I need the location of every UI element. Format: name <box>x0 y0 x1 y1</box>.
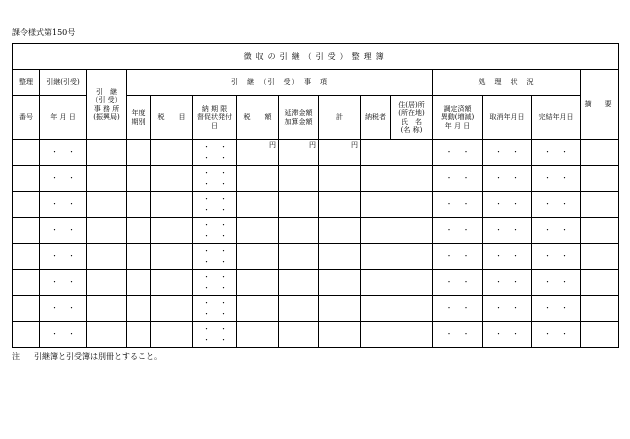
header-seiri: 整理 <box>13 70 40 96</box>
cell-nozeisha[interactable] <box>361 218 433 244</box>
header-zeimoku: 税 目 <box>151 96 193 140</box>
cell-zeimoku[interactable] <box>151 270 193 296</box>
header-row-1 <box>13 70 619 96</box>
cell-tekiyo[interactable] <box>581 218 619 244</box>
ledger-row <box>13 218 619 244</box>
cell-jimusho[interactable] <box>87 218 127 244</box>
ledger-row <box>13 270 619 296</box>
cell-nokigen-dates[interactable]: ・・ ・・ <box>193 218 237 244</box>
cell-kanketsu-date[interactable]: ・・ <box>532 270 581 296</box>
header-hikitsugi-jiko: 引 継 （引 受） 事 項 <box>127 70 433 96</box>
header-zeigaku: 税 額 <box>237 96 279 140</box>
ledger-title: 徴収の引継（引受）整理簿 <box>13 44 619 70</box>
cell-kanketsu-date[interactable]: ・・ <box>532 296 581 322</box>
cell-tekiyo[interactable] <box>581 270 619 296</box>
cell-zeigaku[interactable] <box>237 270 279 296</box>
cell-kanketsu-date[interactable]: ・・ <box>532 218 581 244</box>
cell-jimusho[interactable] <box>87 192 127 218</box>
ledger-row <box>13 296 619 322</box>
cell-nendo-kibetsu[interactable] <box>127 192 151 218</box>
cell-zeigaku[interactable] <box>237 322 279 348</box>
cell-jimusho[interactable] <box>87 244 127 270</box>
cell-kanketsu-date[interactable]: ・・ <box>532 244 581 270</box>
cell-nendo-kibetsu[interactable] <box>127 244 151 270</box>
cell-kei[interactable] <box>319 192 361 218</box>
cell-tekiyo[interactable] <box>581 322 619 348</box>
cell-torikeshi-date[interactable]: ・・ <box>483 166 532 192</box>
cell-kei[interactable] <box>319 218 361 244</box>
cell-nendo-kibetsu[interactable] <box>127 140 151 166</box>
cell-kei[interactable] <box>319 166 361 192</box>
cell-nozeisha[interactable] <box>361 140 433 166</box>
cell-chotei-date[interactable]: ・・ <box>433 166 483 192</box>
cell-nendo-kibetsu[interactable] <box>127 322 151 348</box>
cell-zeigaku[interactable] <box>237 244 279 270</box>
cell-hikitsugi-date[interactable]: ・・ <box>40 218 87 244</box>
cell-hikitsugi-date[interactable]: ・・ <box>40 166 87 192</box>
header-kei: 計 <box>319 96 361 140</box>
cell-nendo-kibetsu[interactable] <box>127 166 151 192</box>
cell-seiri-bango[interactable] <box>13 322 40 348</box>
header-jusho: 住(居)所 (所在地) 氏 名 (名 称) <box>391 96 433 140</box>
cell-kei[interactable] <box>319 322 361 348</box>
ledger-table <box>12 43 619 348</box>
cell-kei[interactable] <box>319 296 361 322</box>
cell-zeigaku[interactable] <box>237 218 279 244</box>
cell-torikeshi-date[interactable]: ・・ <box>483 244 532 270</box>
cell-zeigaku[interactable] <box>237 296 279 322</box>
cell-nokigen-dates[interactable]: ・・ ・・ <box>193 270 237 296</box>
cell-torikeshi-date[interactable]: ・・ <box>483 296 532 322</box>
cell-nozeisha[interactable] <box>361 166 433 192</box>
cell-torikeshi-date[interactable]: ・・ <box>483 140 532 166</box>
cell-hikitsugi-date[interactable]: ・・ <box>40 192 87 218</box>
header-nengappi: 年 月 日 <box>40 96 87 140</box>
cell-nokigen-dates[interactable]: ・・ ・・ <box>193 192 237 218</box>
cell-torikeshi-date[interactable]: ・・ <box>483 192 532 218</box>
cell-hikitsugi-date[interactable]: ・・ <box>40 296 87 322</box>
cell-nozeisha[interactable] <box>361 322 433 348</box>
cell-chotei-date[interactable]: ・・ <box>433 296 483 322</box>
header-nendo-kibetsu: 年度 期別 <box>127 96 151 140</box>
cell-entai[interactable] <box>279 322 319 348</box>
title-row <box>13 44 619 70</box>
ledger-row <box>13 140 619 166</box>
header-chotei: 調定済額 異動(増減) 年 月 日 <box>433 96 483 140</box>
cell-entai[interactable]: 円 <box>279 140 319 166</box>
cell-kei[interactable]: 円 <box>319 140 361 166</box>
cell-kei[interactable] <box>319 270 361 296</box>
cell-nokigen-dates[interactable]: ・・ ・・ <box>193 166 237 192</box>
cell-seiri-bango[interactable] <box>13 218 40 244</box>
cell-jimusho[interactable] <box>87 296 127 322</box>
cell-tekiyo[interactable] <box>581 166 619 192</box>
cell-kanketsu-date[interactable]: ・・ <box>532 140 581 166</box>
cell-chotei-date[interactable]: ・・ <box>433 244 483 270</box>
ledger-row <box>13 244 619 270</box>
footnote-label: 注 <box>12 352 20 361</box>
cell-nendo-kibetsu[interactable] <box>127 270 151 296</box>
cell-chotei-date[interactable]: ・・ <box>433 192 483 218</box>
cell-tekiyo[interactable] <box>581 244 619 270</box>
cell-hikitsugi-date[interactable]: ・・ <box>40 322 87 348</box>
cell-zeimoku[interactable] <box>151 296 193 322</box>
cell-torikeshi-date[interactable]: ・・ <box>483 322 532 348</box>
header-bango: 番号 <box>13 96 40 140</box>
cell-nokigen-dates[interactable]: ・・ ・・ <box>193 296 237 322</box>
cell-tekiyo[interactable] <box>581 140 619 166</box>
cell-entai[interactable] <box>279 270 319 296</box>
cell-zeigaku[interactable] <box>237 192 279 218</box>
cell-zeigaku[interactable]: 円 <box>237 140 279 166</box>
cell-jimusho[interactable] <box>87 166 127 192</box>
header-entai: 延滞金額 加算金額 <box>279 96 319 140</box>
cell-nokigen-dates[interactable]: ・・ ・・ <box>193 322 237 348</box>
cell-kanketsu-date[interactable]: ・・ <box>532 166 581 192</box>
cell-entai[interactable] <box>279 296 319 322</box>
cell-jimusho[interactable] <box>87 322 127 348</box>
cell-chotei-date[interactable]: ・・ <box>433 140 483 166</box>
footnote <box>12 351 162 362</box>
cell-zeimoku[interactable] <box>151 218 193 244</box>
cell-jimusho[interactable] <box>87 270 127 296</box>
cell-zeigaku[interactable] <box>237 166 279 192</box>
cell-nozeisha[interactable] <box>361 192 433 218</box>
cell-nokigen-dates[interactable]: ・・ ・・ <box>193 140 237 166</box>
cell-torikeshi-date[interactable]: ・・ <box>483 270 532 296</box>
cell-seiri-bango[interactable] <box>13 166 40 192</box>
cell-zeimoku[interactable] <box>151 166 193 192</box>
form-number: 課令様式第150号 <box>12 28 76 37</box>
cell-zeimoku[interactable] <box>151 140 193 166</box>
header-nokigen: 納 期 限 督促状発付 日 <box>193 96 237 140</box>
cell-torikeshi-date[interactable]: ・・ <box>483 218 532 244</box>
cell-entai[interactable] <box>279 218 319 244</box>
cell-seiri-bango[interactable] <box>13 296 40 322</box>
cell-hikitsugi-date[interactable]: ・・ <box>40 140 87 166</box>
cell-entai[interactable] <box>279 166 319 192</box>
cell-zeimoku[interactable] <box>151 192 193 218</box>
cell-entai[interactable] <box>279 244 319 270</box>
ledger-row <box>13 192 619 218</box>
cell-nozeisha[interactable] <box>361 244 433 270</box>
cell-seiri-bango[interactable] <box>13 140 40 166</box>
header-torikeshi: 取消年月日 <box>483 96 532 140</box>
cell-kei[interactable] <box>319 244 361 270</box>
header-tekiyo: 摘 要 <box>581 70 619 140</box>
cell-hikitsugi-date[interactable]: ・・ <box>40 244 87 270</box>
header-kanketsu: 完結年月日 <box>532 96 581 140</box>
cell-hikitsugi-date[interactable]: ・・ <box>40 270 87 296</box>
header-jimusho: 引 継 （引 受） 事 務 所 (振興局) <box>87 70 127 140</box>
cell-kanketsu-date[interactable]: ・・ <box>532 192 581 218</box>
cell-nokigen-dates[interactable]: ・・ ・・ <box>193 244 237 270</box>
cell-kanketsu-date[interactable]: ・・ <box>532 322 581 348</box>
cell-chotei-date[interactable]: ・・ <box>433 270 483 296</box>
cell-jimusho[interactable] <box>87 140 127 166</box>
cell-zeimoku[interactable] <box>151 322 193 348</box>
cell-seiri-bango[interactable] <box>13 192 40 218</box>
cell-seiri-bango[interactable] <box>13 244 40 270</box>
cell-nendo-kibetsu[interactable] <box>127 296 151 322</box>
header-nozeisha: 納税者 <box>361 96 391 140</box>
cell-entai[interactable] <box>279 192 319 218</box>
header-shori-jokyo: 処 理 状 況 <box>433 70 581 96</box>
cell-tekiyo[interactable] <box>581 192 619 218</box>
cell-chotei-date[interactable]: ・・ <box>433 218 483 244</box>
header-hikitsugi: 引継(引受) <box>40 70 87 96</box>
cell-zeimoku[interactable] <box>151 244 193 270</box>
ledger-row <box>13 322 619 348</box>
ledger-row <box>13 166 619 192</box>
cell-nozeisha[interactable] <box>361 296 433 322</box>
cell-tekiyo[interactable] <box>581 296 619 322</box>
cell-nendo-kibetsu[interactable] <box>127 218 151 244</box>
cell-chotei-date[interactable]: ・・ <box>433 322 483 348</box>
cell-seiri-bango[interactable] <box>13 270 40 296</box>
cell-nozeisha[interactable] <box>361 270 433 296</box>
footnote-text: 引継簿と引受簿は別冊とすること。 <box>34 352 162 361</box>
